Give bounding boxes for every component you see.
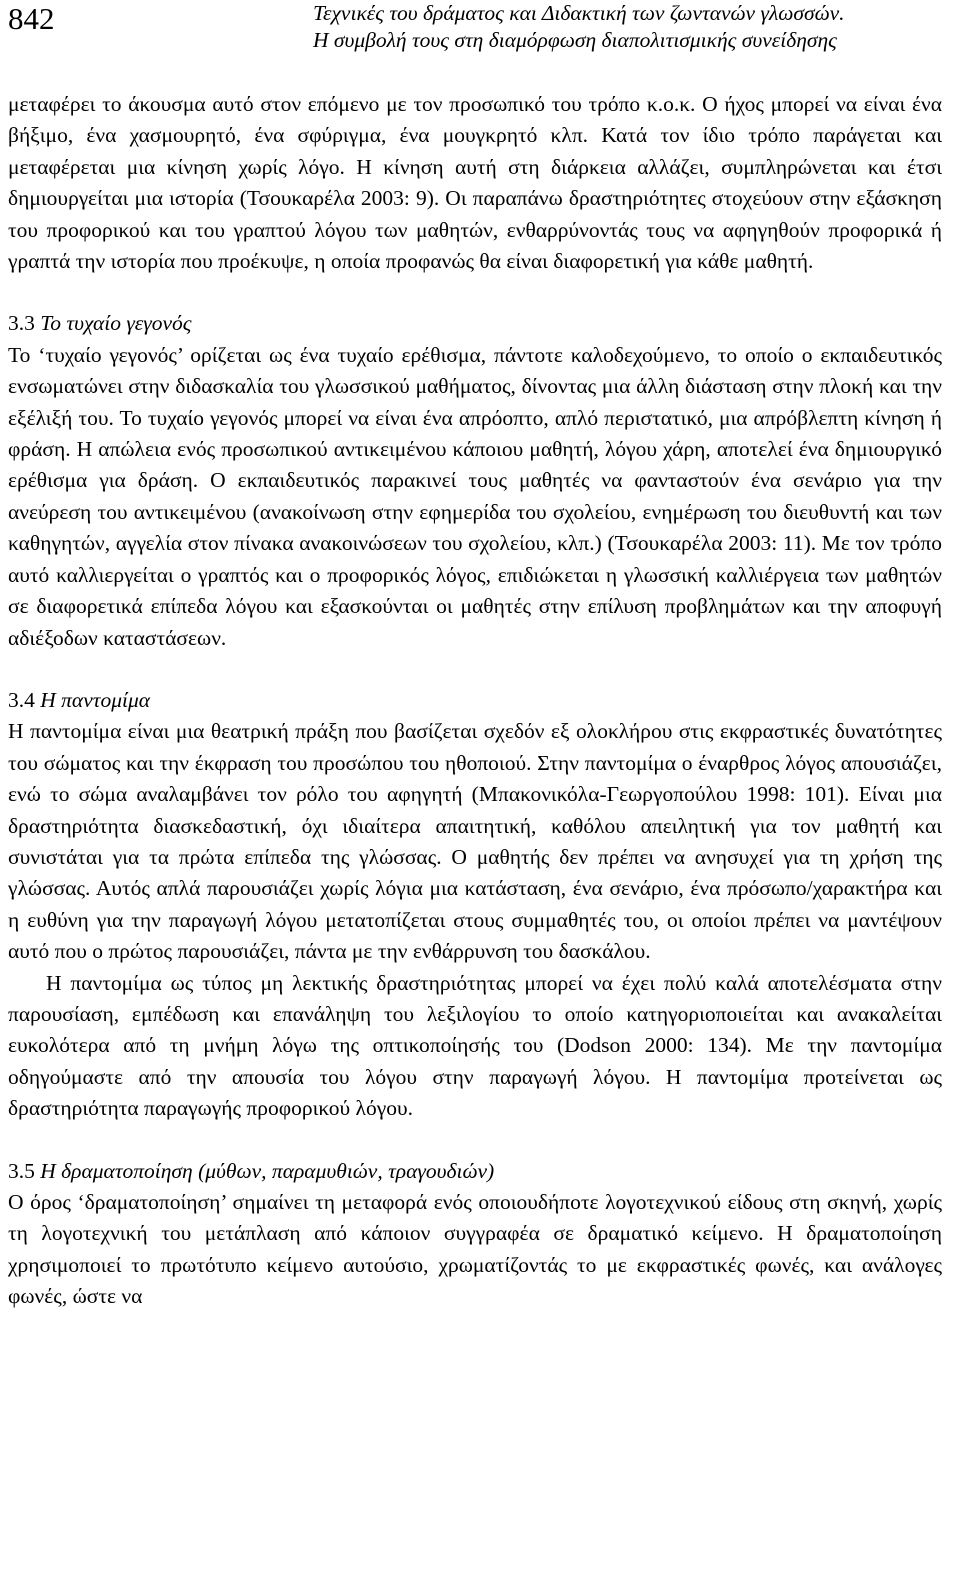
- section-3-4-paragraph-1: Η παντομίμα είναι μια θεατρική πράξη που βασίζεται σχεδόν εξ ολοκλήρου στις εκφραστικές δυνατότητες του σώματος και την έκφραση του προσώπου του ηθοποιού. Στην παντομίμα ο έναρθρος λόγος απουσιάζει, ενώ το σώμα αναλαμβάνει τον ρόλο του αφηγητή (Μπακονικόλα-Γεωργοπούλου 1998: 101). Είναι μια δραστηριότητα διασκεδαστική, όχι ιδιαίτερα απαιτητική, καθόλου απειλητική για τον μαθητή και συνιστάται για τα πρώτα επίπεδα της γλώσσας. Ο μαθητής δεν πρέπει να ανησυχεί για τη χρήση της γλώσσας. Αυτός απλά παρουσιάζει χωρίς λόγια μια κατάσταση, ένα σενάριο, ένα πρόσωπο/χαρακτήρα και η ευθύνη για την παραγωγή λόγου μετατοπίζεται στους συμμαθητές του, οι οποίοι πρέπει να μαντέψουν αυτό που ο πρώτος παρουσιάζει, πάντα με την ενθάρρυνση του δασκάλου.: [8, 719, 942, 964]
- section-number: 3.5: [8, 1158, 35, 1183]
- page-header: [8, 0, 942, 62]
- section-gap: [8, 277, 942, 308]
- running-title-line-1: Τεχνικές του δράματος και Διδακτική των ζωντανών γλωσσών.: [313, 1, 845, 25]
- section-heading-3-3: [8, 308, 942, 339]
- section-heading-3-4: [8, 685, 942, 716]
- section-3-5-paragraph-1: Ο όρος ‘δραματοποίηση’ σημαίνει τη μεταφορά ενός οποιουδήποτε λογοτεχνικού είδους στη σκηνή, χωρίς τη λογοτεχνική του μετάπλαση από κάποιον συγγραφέα σε δραματικό κείμενο. Η δραματοποίηση χρησιμοποιεί το πρωτότυπο κείμενο αυτούσιο, χρωματίζοντάς το με εκφραστικές φωνές, και ανάλογες φωνές, ώστε να: [8, 1190, 942, 1309]
- section-heading-3-5: [8, 1156, 942, 1187]
- page-number: 842: [8, 1, 55, 36]
- running-title-line-2: Η συμβολή τους στη διαμόρφωση διαπολιτισμικής συνείδησης: [313, 28, 837, 52]
- document-page: [8, 0, 942, 1309]
- section-number: 3.4: [8, 687, 35, 712]
- body-text: [8, 89, 942, 1313]
- intro-paragraph: μεταφέρει το άκουσμα αυτό στον επόμενο με τον προσωπικό του τρόπο κ.ο.κ. Ο ήχος μπορεί να είναι ένα βήξιμο, ένα χασμουρητό, ένα σφύριγμα, ένα μουγκρητό κλπ. Κατά τον ίδιο τρόπο παράγεται και μεταφέρεται μια κίνηση χωρίς λόγο. Η κίνηση αυτή στη διάρκεια αλλάζει, συμπληρώνεται και έτσι δημιουργείται μια ιστορία (Τσουκαρέλα 2003: 9). Οι παραπάνω δραστηριότητες στοχεύουν στην εξάσκηση του προφορικού και του γραπτού λόγου των μαθητών, ενθαρρύνοντάς τους να αφηγηθούν προφορικά ή γραπτά την ιστορία που προέκυψε, η οποία προφανώς θα είναι διαφορετική για κάθε μαθητή.: [8, 92, 942, 274]
- section-title: Η παντομίμα: [40, 687, 151, 712]
- section-number: 3.3: [8, 311, 35, 336]
- section-3-4-paragraph-2: Η παντομίμα ως τύπος μη λεκτικής δραστηριότητας μπορεί να έχει πολύ καλά αποτελέσματα στην παρουσίαση, εμπέδωση και επανάληψη του λεξιλογίου το οποίο κατηγοριοποιείται και ανακαλείται ευκολότερα από τη μνήμη λόγω της οπτικοποίησής του (Dodson 2000: 134). Με την παντομίμα οδηγούμαστε από την απουσία του λόγου στην παραγωγή λόγου. Η παντομίμα προτείνεται ως δραστηριότητα παραγωγής προφορικού λόγου.: [8, 970, 942, 1121]
- section-title: Η δραματοποίηση (μύθων, παραμυθιών, τραγουδιών): [40, 1158, 495, 1183]
- section-3-3-paragraph-1: Το ‘τυχαίο γεγονός’ ορίζεται ως ένα τυχαίο ερέθισμα, πάντοτε καλοδεχούμενο, το οποίο ο εκπαιδευτικός ενσωματώνει στην διδασκαλία του γλωσσικού μαθήματος, δίνοντας μια άλλη διάσταση στην πλοκή και την εξέλιξή του. Το τυχαίο γεγονός μπορεί να είναι ένα απρόοπτο, απλό περιστατικό, μια απρόβλεπτη κίνηση ή φράση. Η απώλεια ενός προσωπικού αντικειμένου κάποιου μαθητή, λόγου χάρη, αποτελεί ένα δημιουργικό ερέθισμα για δράση. Ο εκπαιδευτικός παρακινεί τους μαθητές να φανταστούν ένα σενάριο για την ανεύρεση του αντικειμένου (ανακοίνωση στην εφημερίδα του σχολείου, ενημέρωση του διευθυντή και των καθηγητών, αγγελία στον πίνακα ανακοινώσεων του σχολείου, κλπ.) (Τσουκαρέλα 2003: 11). Με τον τρόπο αυτό καλλιεργείται ο γραπτός και ο προφορικός λόγος, επιδιώκεται η γλωσσική καλλιέργεια των μαθητών σε διαφορετικά επίπεδα λόγου και εξασκούνται οι μαθητές στην επίλυση προβλημάτων και την αποφυγή αδιέξοδων καταστάσεων.: [8, 342, 942, 650]
- section-gap: [8, 654, 942, 685]
- section-gap: [8, 1125, 942, 1156]
- section-title: Το τυχαίο γεγονός: [40, 311, 192, 336]
- running-title: [313, 0, 845, 54]
